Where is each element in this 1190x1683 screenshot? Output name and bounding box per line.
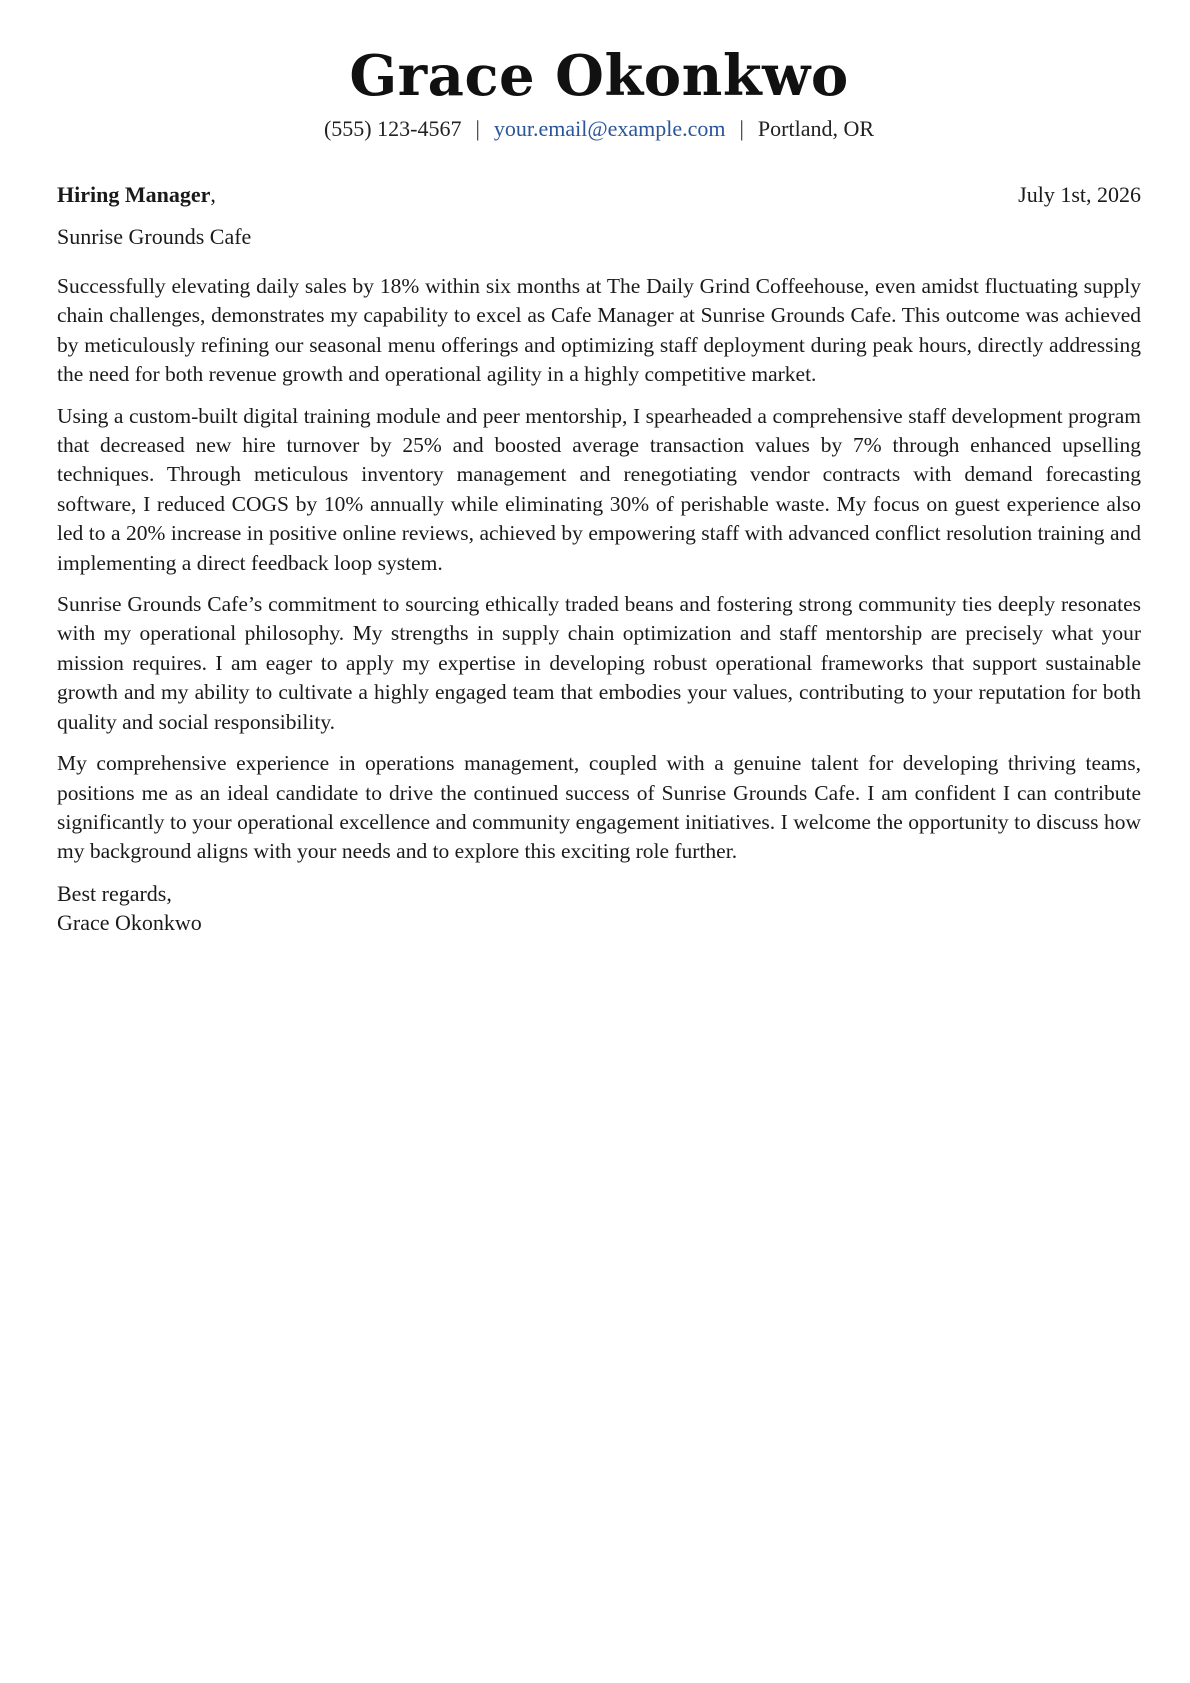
body-paragraph: Successfully elevating daily sales by 18% within six months at The Daily Grind Coffeehouse, even amidst fluctuating supply chain challenges, demonstrates my capability to excel as Cafe Manager at Sunrise Grounds Cafe. This outcome was achieved by meticulously refining our seasonal menu offerings and optimizing staff deployment during peak hours, directly addressing the need for both revenue growth and operational agility in a highly competitive market. xyxy=(57,274,1141,387)
cover-letter-page xyxy=(57,0,1141,937)
email-link[interactable]: your.email@example.com xyxy=(493,116,726,141)
contact-separator: | xyxy=(475,116,480,141)
recipient-comma: , xyxy=(210,182,216,207)
body-paragraph: My comprehensive experience in operations management, coupled with a genuine talent for developing thriving teams, positions me as an ideal candidate to drive the continued success of Sunrise Grounds Cafe. I am confident I can contribute significantly to your operational excellence and community engagement initiatives. I welcome the opportunity to discuss how my background aligns with your needs and to explore this exciting role further. xyxy=(57,751,1141,864)
letter-header xyxy=(57,0,1141,144)
recipient-date-row xyxy=(57,180,1141,210)
body-paragraph: Using a custom-built digital training module and peer mentorship, I spearheaded a comprehensive staff development program that decreased new hire turnover by 25% and boosted average transaction values by 7% through enhanced upselling techniques. Through meticulous inventory management and renegotiating vendor contracts with demand forecasting software, I reduced COGS by 10% annually while eliminating 30% of perishable waste. My focus on guest experience also led to a 20% increase in positive online reviews, achieved by empowering staff with advanced conflict resolution training and implementing a direct feedback loop system. xyxy=(57,403,1141,575)
closing-phrase: Best regards, xyxy=(57,880,172,906)
body-paragraph: Sunrise Grounds Cafe’s commitment to sourcing ethically traded beans and fostering strong community ties deeply resonates with my operational philosophy. My strengths in supply chain optimization and staff mentorship are precisely what your mission requires. I am eager to apply my expertise in developing robust operational frameworks that support sustainable growth and my ability to cultivate a highly engaged team that embodies your values, contributing to your reputation for both quality and social responsibility. xyxy=(57,592,1141,734)
recipient xyxy=(57,180,216,210)
applicant-name: Grace Okonkwo xyxy=(349,43,849,109)
contact-line xyxy=(57,114,1141,144)
signature-name: Grace Okonkwo xyxy=(57,909,202,935)
contact-separator: | xyxy=(739,116,744,141)
letter-date: July 1st, 2026 xyxy=(1018,182,1141,207)
letter-body xyxy=(57,272,1141,867)
recipient-name: Hiring Manager xyxy=(57,182,211,207)
company-name: Sunrise Grounds Cafe xyxy=(57,224,252,249)
letter-closing xyxy=(57,879,1141,937)
location: Portland, OR xyxy=(757,116,875,141)
phone-number: (555) 123-4567 xyxy=(323,116,462,141)
